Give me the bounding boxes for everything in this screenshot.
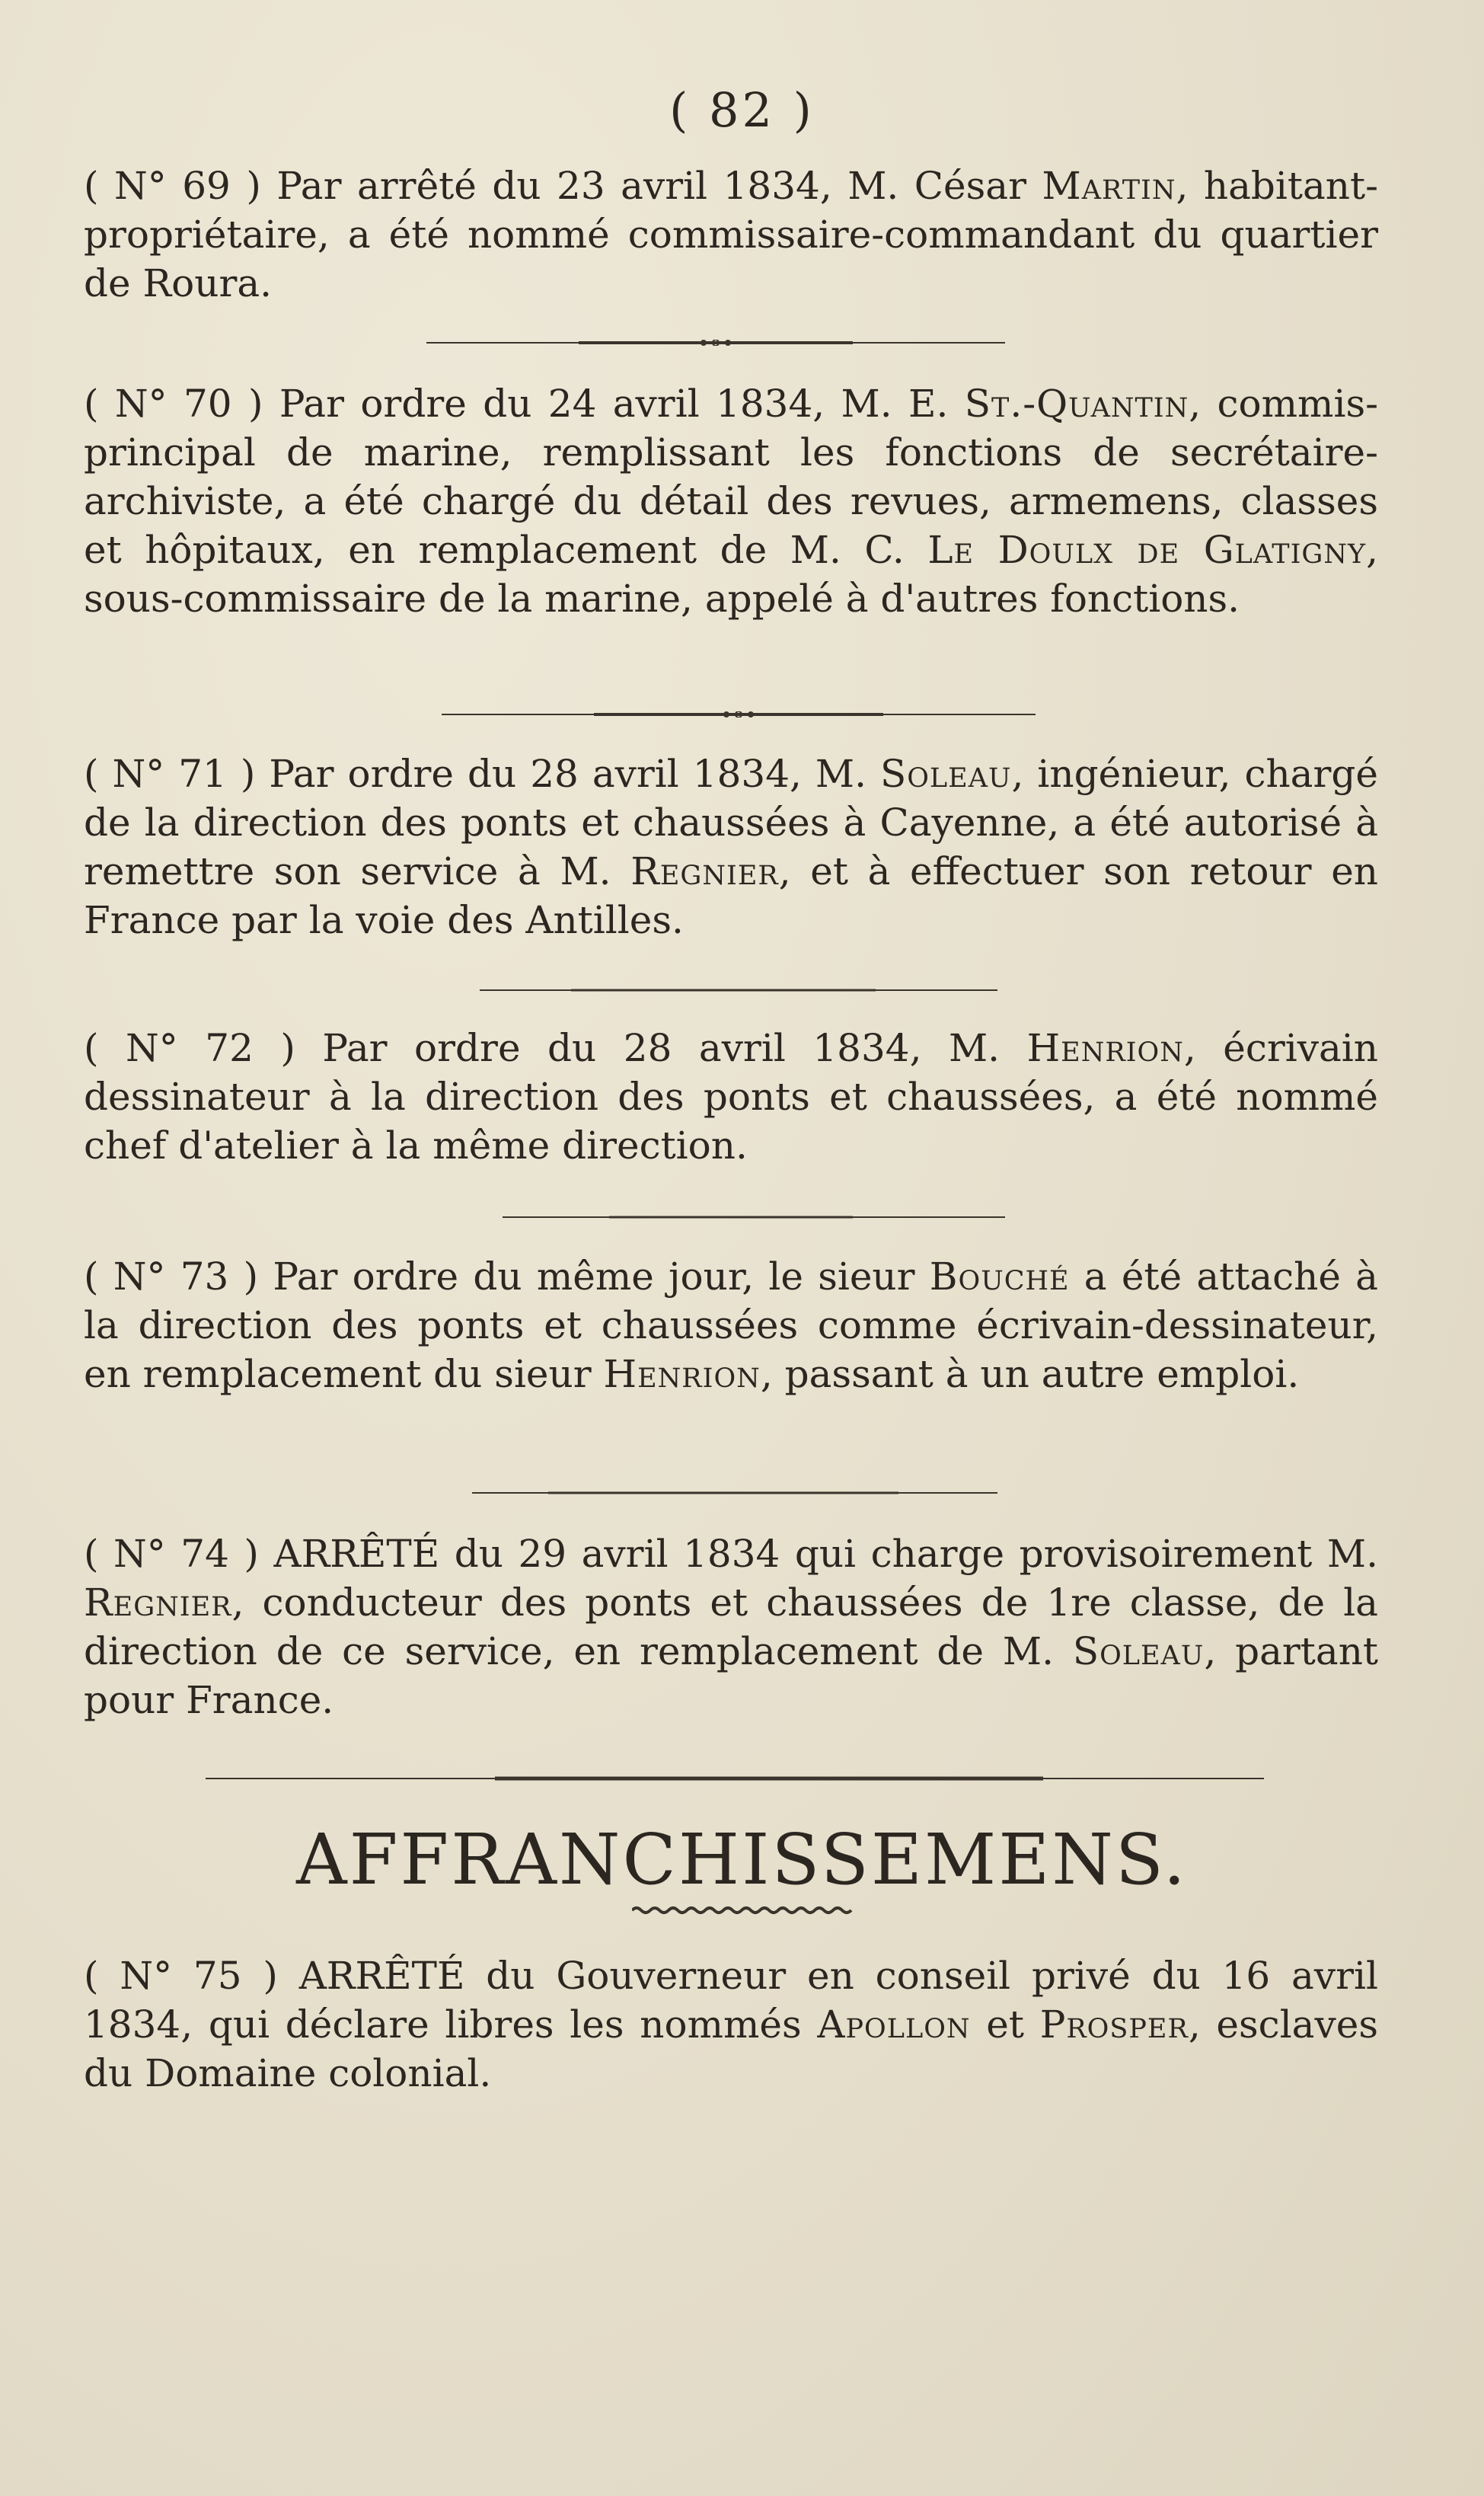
entry-number: ( N° 72 ) — [84, 1026, 295, 1070]
entry-74: ( N° 74 ) ARRÊTÉ du 29 avril 1834 qui charge provisoirement M. Regnier, conducteur des ponts et chaussées de 1re classe, de la direction de ce service, en remplacement de M. Soleau, partant pour France. — [84, 1532, 1378, 1722]
entry-72: ( N° 72 ) Par ordre du 28 avril 1834, M. Henrion, écrivain dessinateur à la direction des ponts et chaussées, a été nommé chef d'atelier à la même direction. — [84, 1026, 1378, 1168]
entry-number: ( N° 74 ) — [84, 1532, 259, 1576]
person-name: Regnier — [630, 849, 779, 893]
entry-number: ( N° 70 ) — [84, 382, 263, 426]
entry-69: ( N° 69 ) Par arrêté du 23 avril 1834, M. César Martin, habitant-propriétaire, a été nommé commissaire-commandant du quartier de Roura. — [84, 164, 1379, 305]
person-name: Le Doulx de Glatigny — [927, 528, 1367, 572]
entry-number: ( N° 75 ) — [84, 1954, 278, 1998]
entry-75: ( N° 75 ) ARRÊTÉ du Gouverneur en conseil privé du 16 avril 1834, qui déclare libres les nommés Apollon et Prosper, esclaves du Domaine colonial. — [84, 1954, 1378, 2095]
entry-number: ( N° 73 ) — [84, 1254, 259, 1299]
plain-rule — [472, 1490, 997, 1494]
section-heading: AFFRANCHISSEMENS. — [296, 1819, 1188, 1900]
section-rule — [206, 1775, 1264, 1779]
ornament-rule — [442, 711, 1036, 716]
person-name: Soleau — [879, 752, 1012, 796]
person-name: Henrion — [603, 1352, 761, 1396]
plain-rule — [503, 1214, 1005, 1219]
person-name: Soleau — [1072, 1629, 1205, 1673]
person-name: Martin — [1042, 164, 1176, 208]
person-name: Bouché — [929, 1254, 1070, 1299]
entry-71: ( N° 71 ) Par ordre du 28 avril 1834, M. Soleau, ingénieur, chargé de la direction des ponts et chaussées à Cayenne, a été autorisé à remettre son service à M. Regnier, et à effectuer son retour en France par la voie des Antilles. — [84, 752, 1378, 942]
person-name: Apollon — [817, 2002, 971, 2047]
entry-70: ( N° 70 ) Par ordre du 24 avril 1834, M. E. St.-Quantin, commis-principal de marine, remplissant les fonctions de secrétaire-archiviste, a été chargé du détail des revues, armemens, classes et hôpitaux, en remplacement de M. C. Le Doulx de Glatigny, sous-commissaire de la marine, appelé à d'autres fonctions. — [84, 382, 1378, 621]
entry-number: ( N° 71 ) — [84, 752, 256, 796]
entry-number: ( N° 69 ) — [84, 164, 261, 208]
plain-rule — [480, 987, 997, 992]
ornament-wave — [632, 1904, 853, 1919]
person-name: Prosper — [1039, 2002, 1189, 2047]
ornament-rule — [426, 340, 1005, 344]
person-name: Regnier — [84, 1580, 232, 1625]
person-name: St.-Quantin — [964, 382, 1189, 426]
page-number: ( 82 ) — [669, 82, 815, 138]
entry-73: ( N° 73 ) Par ordre du même jour, le sieur Bouché a été attaché à la direction des ponts et chaussées comme écrivain-dessinateur, en remplacement du sieur Henrion, passant à un autre emploi. — [84, 1254, 1378, 1396]
person-name: Henrion — [1026, 1026, 1184, 1070]
